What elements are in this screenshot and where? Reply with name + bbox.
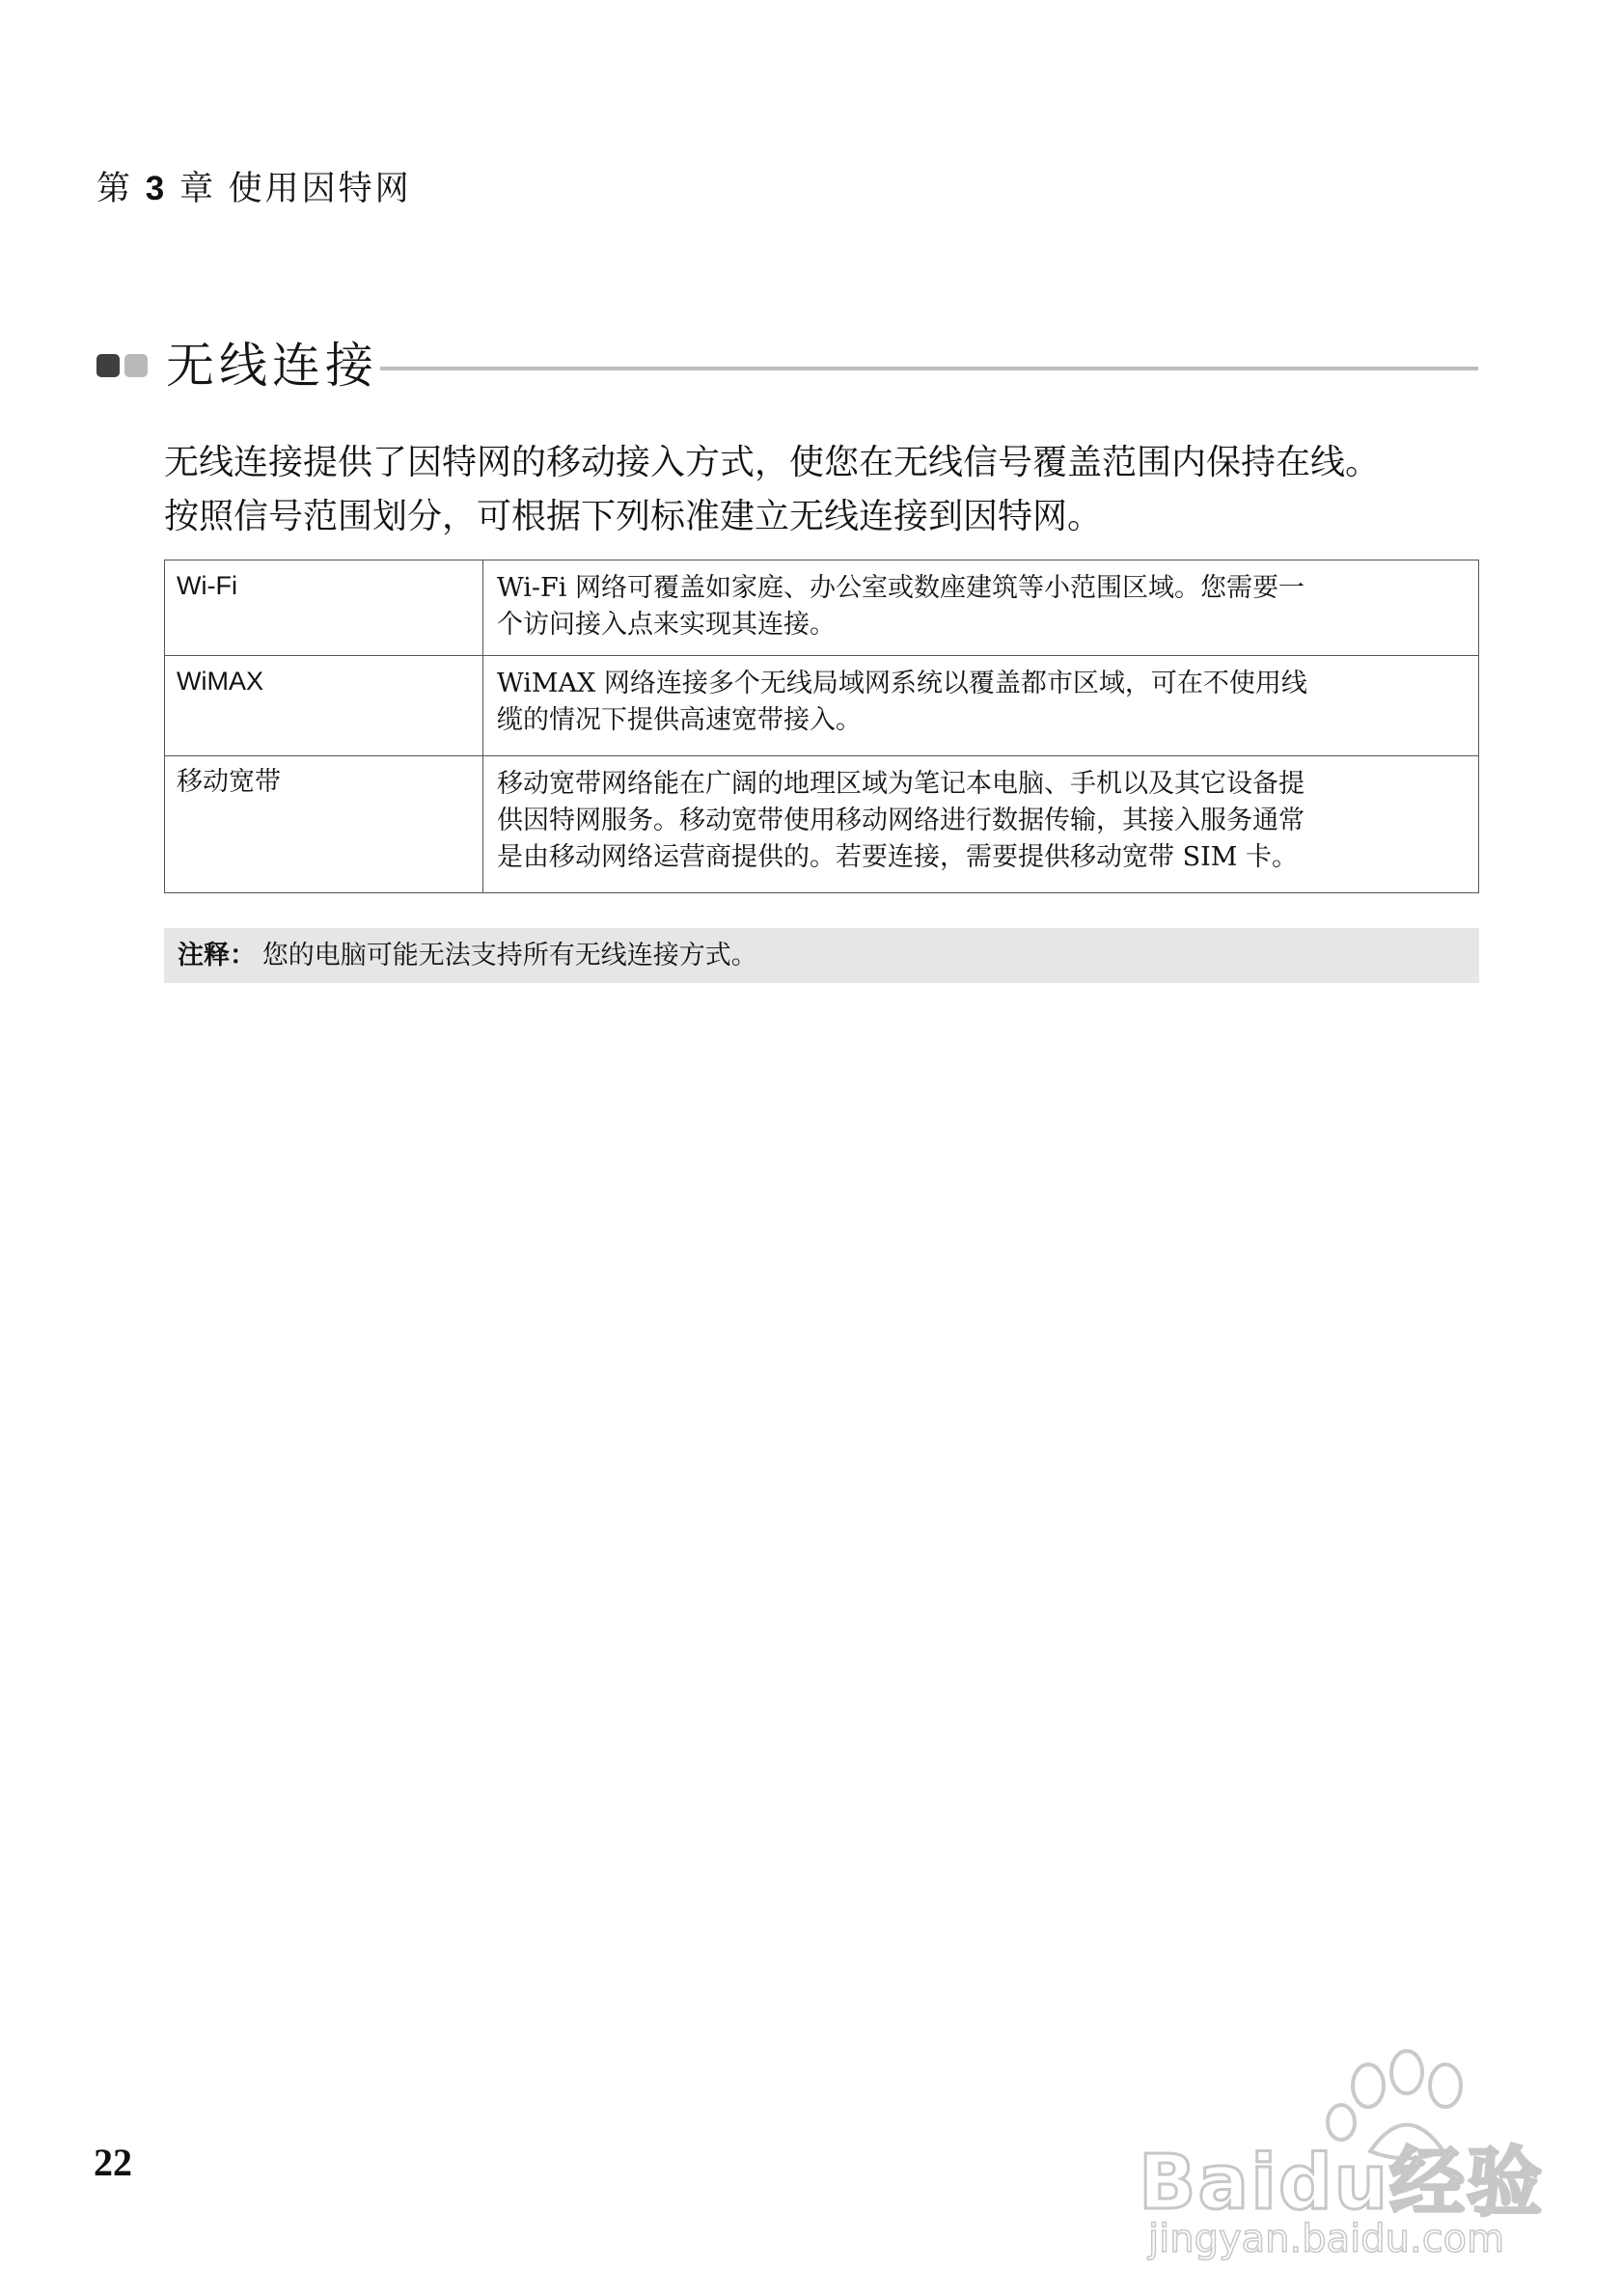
desc-line: 移动宽带网络能在广阔的地理区域为笔记本电脑、手机以及其它设备提 bbox=[497, 769, 1305, 799]
connection-types-table bbox=[164, 560, 1479, 893]
note-label: 注释： bbox=[178, 941, 256, 970]
row-type-wifi: Wi-Fi bbox=[165, 560, 483, 656]
desc-line: Wi-Fi 网络可覆盖如家庭、办公室或数座建筑等小范围区域。您需要一 bbox=[497, 573, 1305, 603]
chapter-number: 3 bbox=[145, 170, 168, 207]
desc-line: WiMAX 网络连接多个无线局域网系统以覆盖都市区域，可在不使用线 bbox=[497, 669, 1307, 698]
page-number: 22 bbox=[94, 2141, 132, 2184]
chapter-title: 章 使用因特网 bbox=[179, 170, 412, 207]
section-heading bbox=[96, 334, 1478, 401]
row-desc-wimax bbox=[483, 656, 1479, 756]
chapter-prefix: 第 bbox=[96, 170, 134, 207]
table-row-mobile-broadband bbox=[165, 756, 1479, 893]
row-desc-mobile-broadband bbox=[483, 756, 1479, 893]
section-marker-dark bbox=[96, 354, 120, 377]
chapter-header bbox=[96, 162, 412, 210]
intro-paragraph bbox=[164, 436, 1486, 544]
watermark-brand: Baidu经验 bbox=[1139, 2140, 1545, 2227]
baidu-watermark bbox=[1139, 2045, 1545, 2261]
intro-line-1: 无线连接提供了因特网的移动接入方式，使您在无线信号覆盖范围内保持在线。 bbox=[164, 443, 1381, 482]
watermark-site: jingyan.baidu.com bbox=[1148, 2217, 1505, 2261]
row-desc-wifi bbox=[483, 560, 1479, 656]
desc-line: 供因特网服务。移动宽带使用移动网络进行数据传输，其接入服务通常 bbox=[497, 806, 1305, 835]
desc-line: 缆的情况下提供高速宽带接入。 bbox=[497, 705, 862, 735]
desc-line: 个访问接入点来实现其连接。 bbox=[497, 610, 836, 640]
table-row-wifi bbox=[165, 560, 1479, 656]
note-box bbox=[164, 928, 1479, 983]
row-type-mobile-broadband: 移动宽带 bbox=[165, 756, 483, 893]
section-title: 无线连接 bbox=[166, 338, 378, 394]
note-text: 您的电脑可能无法支持所有无线连接方式。 bbox=[261, 941, 757, 970]
row-type-wimax: WiMAX bbox=[165, 656, 483, 756]
desc-line: 是由移动网络运营商提供的。若要连接，需要提供移动宽带 SIM 卡。 bbox=[497, 842, 1298, 872]
section-rule bbox=[380, 367, 1478, 370]
intro-line-2: 按照信号范围划分，可根据下列标准建立无线连接到因特网。 bbox=[164, 497, 1103, 536]
table-row-wimax bbox=[165, 656, 1479, 756]
section-marker-light bbox=[124, 354, 148, 377]
